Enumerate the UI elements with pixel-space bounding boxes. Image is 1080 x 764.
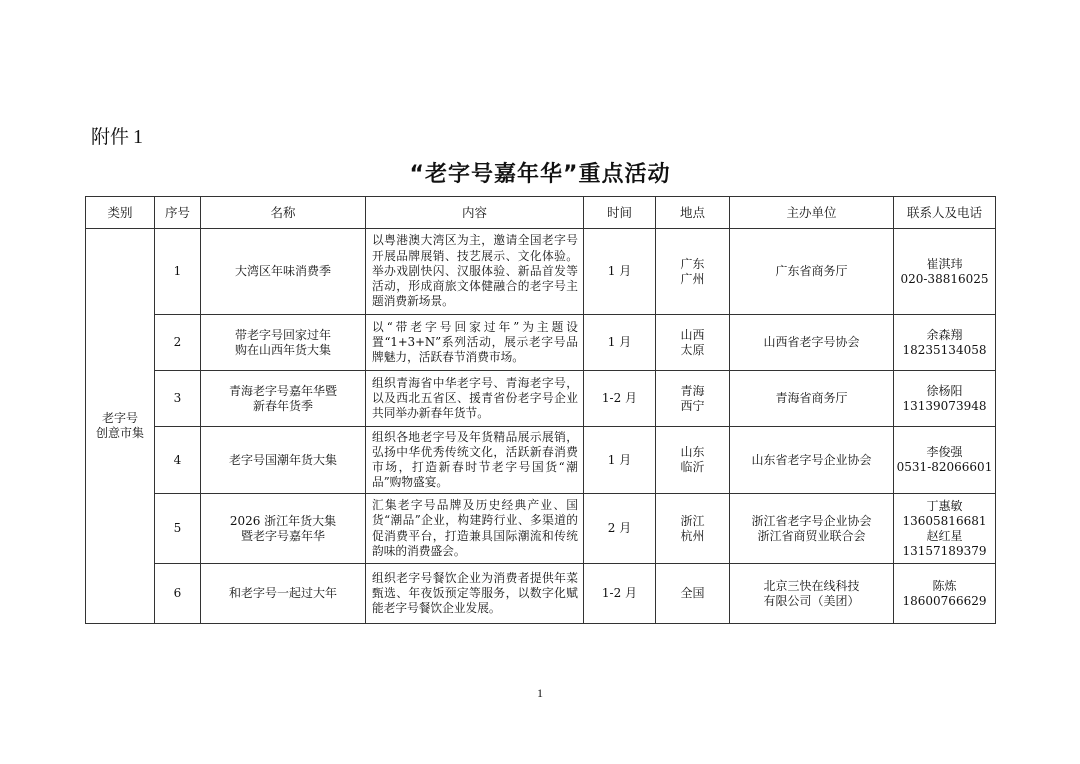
- name-line: 大湾区年味消费季: [234, 264, 331, 278]
- document-title: “老字号嘉年华”重点活动: [409, 162, 671, 187]
- name-line: 和老字号一起过大年: [228, 586, 337, 600]
- activity-host: [730, 315, 894, 371]
- host-line: 北京三快在线科技: [763, 578, 860, 593]
- header-place: 地点: [656, 197, 730, 229]
- activity-content: 组织老字号餐饮企业为消费者提供年菜甄选、年夜饭预定等服务，以数字化赋能老字号餐饮企业发展。: [366, 564, 584, 624]
- contact-line: 18600766629: [902, 593, 987, 608]
- contact-line: 13605816681: [902, 513, 987, 528]
- header-contact: 联系人及电话: [894, 197, 996, 229]
- contact-line: 18235134058: [902, 342, 987, 357]
- header-name: 名称: [201, 197, 366, 229]
- table-row: [86, 494, 996, 564]
- header-category: 类别: [86, 197, 155, 229]
- table-row: [86, 564, 996, 624]
- activity-contact: [894, 315, 996, 371]
- host-line: 广东省商务厅: [775, 264, 848, 278]
- header-host: 主办单位: [730, 197, 894, 229]
- activity-host: [730, 371, 894, 427]
- activity-contact: [894, 427, 996, 494]
- activity-place: [656, 494, 730, 564]
- contact-line: 陈炼: [932, 578, 957, 593]
- host-line: 山东省老字号企业协会: [751, 452, 872, 467]
- activity-content: 组织各地老字号及年货精品展示展销，弘扬中华优秀传统文化，活跃新春消费市场，打造新春时节老字号国货“潮品”购物盛宴。: [366, 427, 584, 494]
- header-time: 时间: [584, 197, 656, 229]
- activity-place: [656, 371, 730, 427]
- activity-contact: [894, 229, 996, 315]
- contact-line: 13139073948: [902, 398, 987, 413]
- table-row: [86, 371, 996, 427]
- activity-name: [201, 229, 366, 315]
- header-number: 序号: [155, 197, 201, 229]
- contact-line: 徐杨阳: [926, 383, 963, 398]
- place-line: 太原: [680, 342, 705, 357]
- activity-place: [656, 229, 730, 315]
- activity-content: 汇集老字号品牌及历史经典产业、国货“潮品”企业，构建跨行业、多渠道的促消费平台，打造兼具国际潮流和传统韵味的消费盛会。: [366, 494, 584, 564]
- activity-time: 1-2 月: [584, 371, 656, 427]
- name-line: 2026 浙江年货大集: [229, 513, 337, 528]
- activity-contact: [894, 371, 996, 427]
- activity-contact: [894, 494, 996, 564]
- activity-name: [201, 494, 366, 564]
- place-line: 浙江: [680, 513, 705, 528]
- activity-name: [201, 371, 366, 427]
- place-line: 广州: [680, 271, 705, 286]
- name-line: 暨老字号嘉年华: [240, 528, 325, 543]
- attachment-label: [91, 122, 143, 149]
- activity-content: 以粤港澳大湾区为主，邀请全国老字号开展品牌展销、技艺展示、文化体验。举办戏剧快闪、汉服体验、新品首发等活动，形成商旅文体健融合的老字号主题消费新场景。: [366, 229, 584, 315]
- place-line: 山西: [680, 327, 705, 342]
- category-line: 创意市集: [95, 426, 144, 440]
- attachment-number: 1: [133, 126, 144, 148]
- host-line: 青海省商务厅: [775, 391, 848, 405]
- name-line: 青海老字号嘉年华暨: [228, 383, 337, 398]
- activity-place: [656, 427, 730, 494]
- table-row: [86, 229, 996, 315]
- name-line: 老字号国潮年货大集: [228, 452, 337, 467]
- contact-line: 李俊强: [926, 445, 963, 459]
- category-cell: [86, 229, 155, 624]
- row-number: 5: [155, 494, 201, 564]
- name-line: 带老字号回家过年: [234, 327, 331, 342]
- host-line: 浙江省老字号企业协会: [751, 513, 872, 528]
- page-number: 1: [537, 686, 543, 700]
- activity-time: 1 月: [584, 229, 656, 315]
- contact-line: 丁惠敏: [926, 498, 963, 513]
- activity-content: 组织青海省中华老字号、青海老字号，以及西北五省区、援青省份老字号企业共同举办新春年货节。: [366, 371, 584, 427]
- contact-line: 020-38816025: [900, 271, 989, 286]
- activity-contact: [894, 564, 996, 624]
- activity-time: 1-2 月: [584, 564, 656, 624]
- contact-line: 赵红星: [926, 528, 963, 543]
- host-line: 山西省老字号协会: [763, 335, 860, 349]
- header-content: 内容: [366, 197, 584, 229]
- category-line: 老字号: [101, 411, 138, 425]
- contact-line: 余森翔: [926, 327, 963, 342]
- row-number: 2: [155, 315, 201, 371]
- place-line: 杭州: [680, 528, 705, 543]
- activity-host: [730, 427, 894, 494]
- activities-table: [85, 196, 996, 624]
- activity-host: [730, 564, 894, 624]
- place-line: 临沂: [680, 460, 705, 474]
- activity-place: [656, 315, 730, 371]
- place-line: 山东: [680, 445, 705, 459]
- contact-line: 13157189379: [902, 543, 987, 558]
- place-line: 广东: [680, 256, 705, 271]
- place-line: 青海: [680, 383, 705, 398]
- table-row: [86, 315, 996, 371]
- table-header-row: [86, 197, 996, 229]
- row-number: 4: [155, 427, 201, 494]
- table-row: [86, 427, 996, 494]
- activity-place: [656, 564, 730, 624]
- activity-content: 以“带老字号回家过年”为主题设置“1+3+N”系列活动，展示老字号品牌魅力，活跃春节消费市场。: [366, 315, 584, 371]
- host-line: 浙江省商贸业联合会: [757, 528, 866, 543]
- activity-name: [201, 315, 366, 371]
- row-number: 1: [155, 229, 201, 315]
- name-line: 购在山西年货大集: [234, 342, 331, 357]
- activity-time: 1 月: [584, 427, 656, 494]
- contact-line: 0531-82066601: [896, 460, 993, 474]
- place-line: 全国: [680, 586, 705, 600]
- contact-line: 崔淇玮: [926, 256, 963, 271]
- activity-name: [201, 427, 366, 494]
- row-number: 3: [155, 371, 201, 427]
- activity-time: 2 月: [584, 494, 656, 564]
- activity-host: [730, 494, 894, 564]
- place-line: 西宁: [680, 398, 705, 413]
- row-number: 6: [155, 564, 201, 624]
- activity-name: [201, 564, 366, 624]
- activity-time: 1 月: [584, 315, 656, 371]
- host-line: 有限公司（美团）: [763, 593, 860, 608]
- attachment-text: 附件: [91, 126, 130, 148]
- activity-host: [730, 229, 894, 315]
- name-line: 新春年货季: [252, 398, 313, 413]
